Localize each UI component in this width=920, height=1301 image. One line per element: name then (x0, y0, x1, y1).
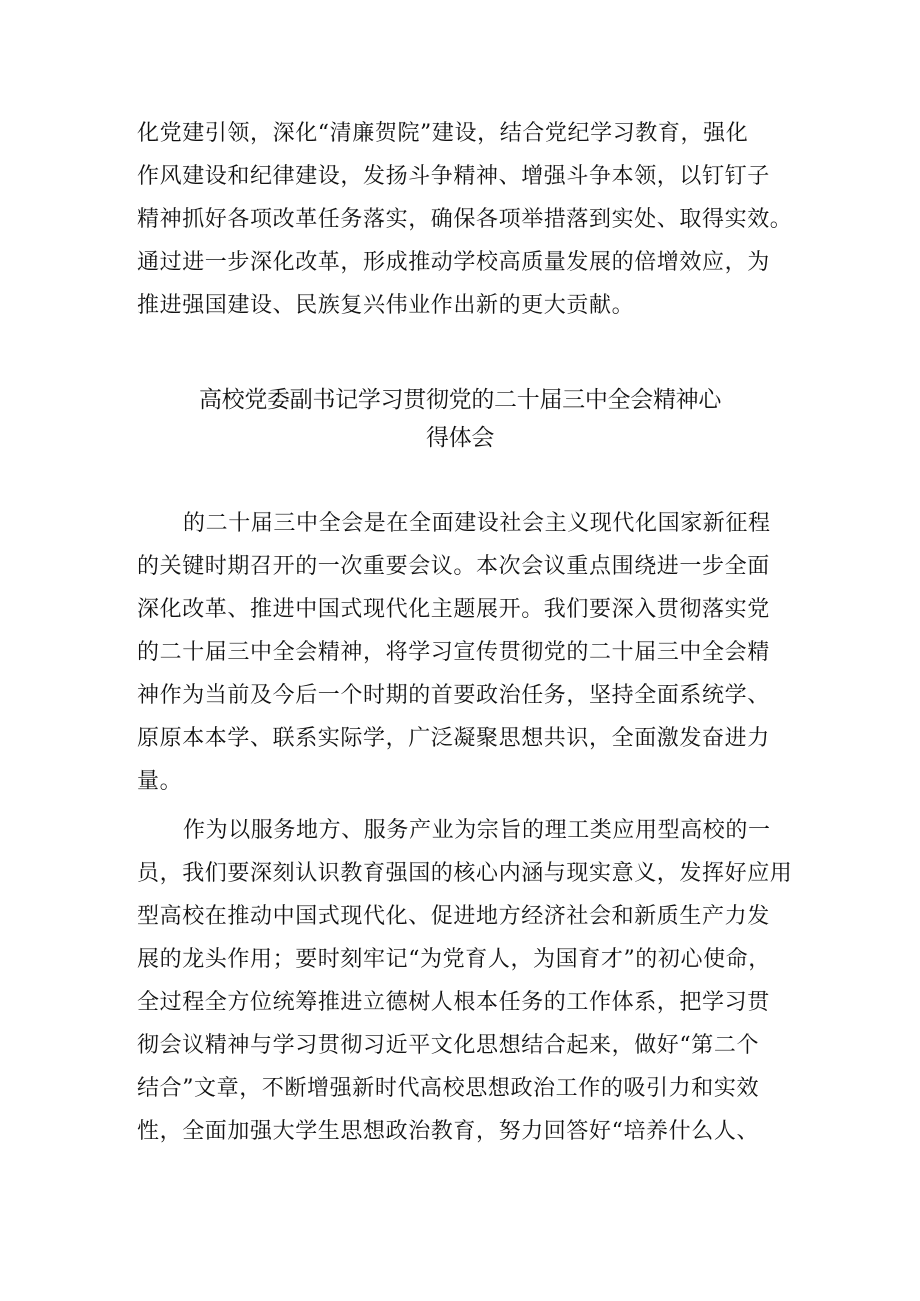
paragraph-line: 彻会议精神与学习贯彻习近平文化思想结合起来，做好“第二个 (137, 1033, 760, 1058)
paragraph-line: 深化改革、推进中国式现代化主题展开。我们要深入贯彻落实党 (137, 597, 770, 622)
paragraph-line: 神作为当前及今后一个时期的首要政治任务，坚持全面系统学、 (137, 683, 770, 708)
body-paragraph-1 (137, 502, 797, 803)
paragraph-line: 员，我们要深刻认识教育强国的核心内涵与现实意义，发挥好应用 (137, 861, 793, 886)
paragraph-line: 量。 (137, 769, 183, 794)
intro-line: 通过进一步深化改革，形成推动学校高质量发展的倍增效应，为 (137, 250, 770, 275)
paragraph-line: 原原本本学、联系实际学，广泛凝聚思想共识，全面激发奋进力 (137, 726, 770, 751)
paragraph-line: 的二十届三中全会精神，将学习宣传贯彻党的二十届三中全会精 (137, 640, 770, 665)
intro-paragraph (137, 112, 797, 327)
intro-line: 化党建引领，深化“清廉贺院”建设，结合党纪学习教育，强化 (137, 121, 749, 146)
paragraph-line: 的二十届三中全会是在全面建设社会主义现代化国家新征程 (183, 511, 771, 536)
intro-line: 精神抓好各项改革任务落实，确保各项举措落到实处、取得实效。 (137, 207, 793, 232)
title-line: 高校党委副书记学习贯彻党的二十届三中全会精神心 (198, 387, 722, 413)
paragraph-line: 型高校在推动中国式现代化、促进地方经济社会和新质生产力发 (137, 904, 770, 929)
body-paragraph-2 (137, 809, 797, 1153)
paragraph-line: 的关键时期召开的一次重要会议。本次会议重点围绕进一步全面 (137, 554, 770, 579)
paragraph-line: 展的龙头作用；要时刻牢记“为党育人，为国育才”的初心使命， (137, 947, 771, 972)
paragraph-line: 全过程全方位统筹推进立德树人根本任务的工作体系，把学习贯 (137, 990, 770, 1015)
intro-line: 推进强国建设、民族复兴伟业作出新的更大贡献。 (137, 293, 635, 318)
intro-line: 作风建设和纪律建设，发扬斗争精神、增强斗争本领，以钉钉子 (137, 164, 770, 189)
paragraph-line: 结合”文章，不断增强新时代高校思想政治工作的吸引力和实效 (137, 1076, 760, 1101)
paragraph-line: 性，全面加强大学生思想政治教育，努力回答好“培养什么人、 (137, 1119, 760, 1144)
title-line: 得体会 (425, 425, 495, 451)
article-title (0, 381, 920, 457)
paragraph-line: 作为以服务地方、服务产业为宗旨的理工类应用型高校的一 (183, 818, 771, 843)
